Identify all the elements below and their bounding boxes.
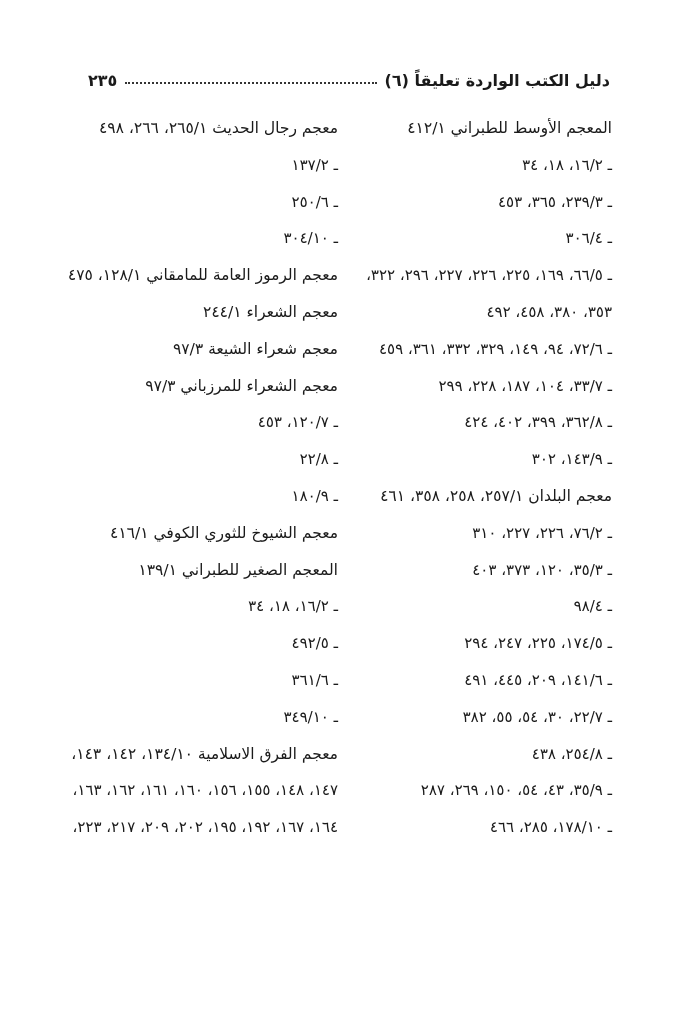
index-entry-heading: المعجم الصغير للطبراني ١٣٩/١ [138,560,338,579]
index-entry-subline: ـ ٦٦/٥، ١٦٩، ٢٢٥، ٢٢٦، ٢٢٧، ٢٩٦، ٣٢٢، [366,266,612,285]
index-entry-subline: ـ ٣٦٢/٨، ٣٩٩، ٤٠٢، ٤٢٤ [464,413,612,432]
index-entry-subline: ـ ٢٢/٨ [299,450,338,469]
index-entry-subline: ـ ٣٣/٧، ١٠٤، ١٨٧، ٢٢٨، ٢٩٩ [438,376,612,395]
index-entry-heading: معجم الفرق الاسلامية ١٣٤/١٠، ١٤٢، ١٤٣، [71,744,338,763]
index-entry-subline: ـ ٤٩٢/٥ [291,634,338,653]
index-entry-subline: ـ ٢٢/٧، ٣٠، ٥٤، ٥٥، ٣٨٢ [462,707,612,726]
index-entry-subline: ـ ١٧٤/٥، ٢٢٥، ٢٤٧، ٢٩٤ [464,634,612,653]
index-entry-subline: ـ ١٦/٢، ١٨، ٣٤ [522,155,612,174]
index-entry-continuation: ١٦٤، ١٦٧، ١٩٢، ١٩٥، ٢٠٢، ٢٠٩، ٢١٧، ٢٢٣، [72,818,338,837]
index-entry-subline: ـ ١٣٧/٢ [291,155,338,174]
index-entry-subline: ـ ٣٦١/٦ [291,670,338,689]
index-entry-heading: معجم رجال الحديث ٢٦٥/١، ٢٦٦، ٤٩٨ [98,119,338,137]
index-entry-heading: معجم الرموز العامة للمامقاني ١٢٨/١، ٤٧٥ [67,266,338,285]
index-entry-subline: ـ ٢٥٠/٦ [291,192,338,211]
index-entry-subline: ـ ١٦/٢، ١٨، ٣٤ [248,597,338,616]
index-entry-subline: ـ ١٧٨/١٠، ٢٨٥، ٤٦٦ [489,818,612,837]
index-entry-subline: ـ ٧٦/٢، ٢٢٦، ٢٢٧، ٣١٠ [472,523,612,542]
index-entry-continuation: ٣٥٣، ٣٨٠، ٤٥٨، ٤٩٢ [486,302,612,321]
index-entry-heading: معجم الشيوخ للثوري الكوفي ٤١٦/١ [110,523,338,542]
index-entry-subline: ـ ٣٤٩/١٠ [283,707,338,726]
index-entry-heading: معجم الشعراء للمرزباني ٩٧/٣ [145,376,338,395]
index-entry-subline: ـ ٣٠٦/٤ [565,229,612,248]
running-header [88,60,610,90]
index-column-right [337,110,612,846]
index-entry-continuation: ١٤٧، ١٤٨، ١٥٥، ١٥٦، ١٦٠، ١٦١، ١٦٢، ١٦٣، [72,781,338,800]
index-entry-subline: ـ ٢٥٤/٨، ٤٣٨ [531,744,612,763]
index-entry-heading: معجم شعراء الشيعة ٩٧/٣ [172,339,338,358]
index-entry-subline: ـ ٧٢/٦، ٩٤، ١٤٩، ٣٢٩، ٣٣٢، ٣٦١، ٤٥٩ [378,339,612,358]
index-column-left [67,110,338,846]
index-entry-subline: ـ ٢٣٩/٣، ٣٦٥، ٤٥٣ [497,192,612,211]
index-entry-subline: ـ ١٢٠/٧، ٤٥٣ [257,413,338,432]
index-entry-subline: ـ ٩٨/٤ [573,597,612,616]
header-title: دليل الكتب الواردة تعليقاً (٦) [384,71,610,90]
index-entry-subline: ـ ١٤٣/٩، ٣٠٢ [531,450,612,469]
header-leader-dots [125,80,376,84]
index-entry-heading: المعجم الأوسط للطبراني ٤١٢/١ [407,119,612,137]
index-entry-subline: ـ ٣٥/٩، ٤٣، ٥٤، ١٥٠، ٢٦٩، ٢٨٧ [420,781,612,800]
page-number: ٢٣٥ [88,71,118,90]
index-entry-heading: معجم البلدان ٢٥٧/١، ٢٥٨، ٣٥٨، ٤٦١ [380,486,612,505]
index-entry-subline: ـ ٣٥/٣، ١٢٠، ٣٧٣، ٤٠٣ [472,560,612,579]
index-entry-subline: ـ ١٤١/٦، ٢٠٩، ٤٤٥، ٤٩١ [464,670,612,689]
index-entry-heading: معجم الشعراء ٢٤٤/١ [203,302,338,321]
index-entry-subline: ـ ٣٠٤/١٠ [283,229,338,248]
index-entry-subline: ـ ١٨٠/٩ [291,486,338,505]
